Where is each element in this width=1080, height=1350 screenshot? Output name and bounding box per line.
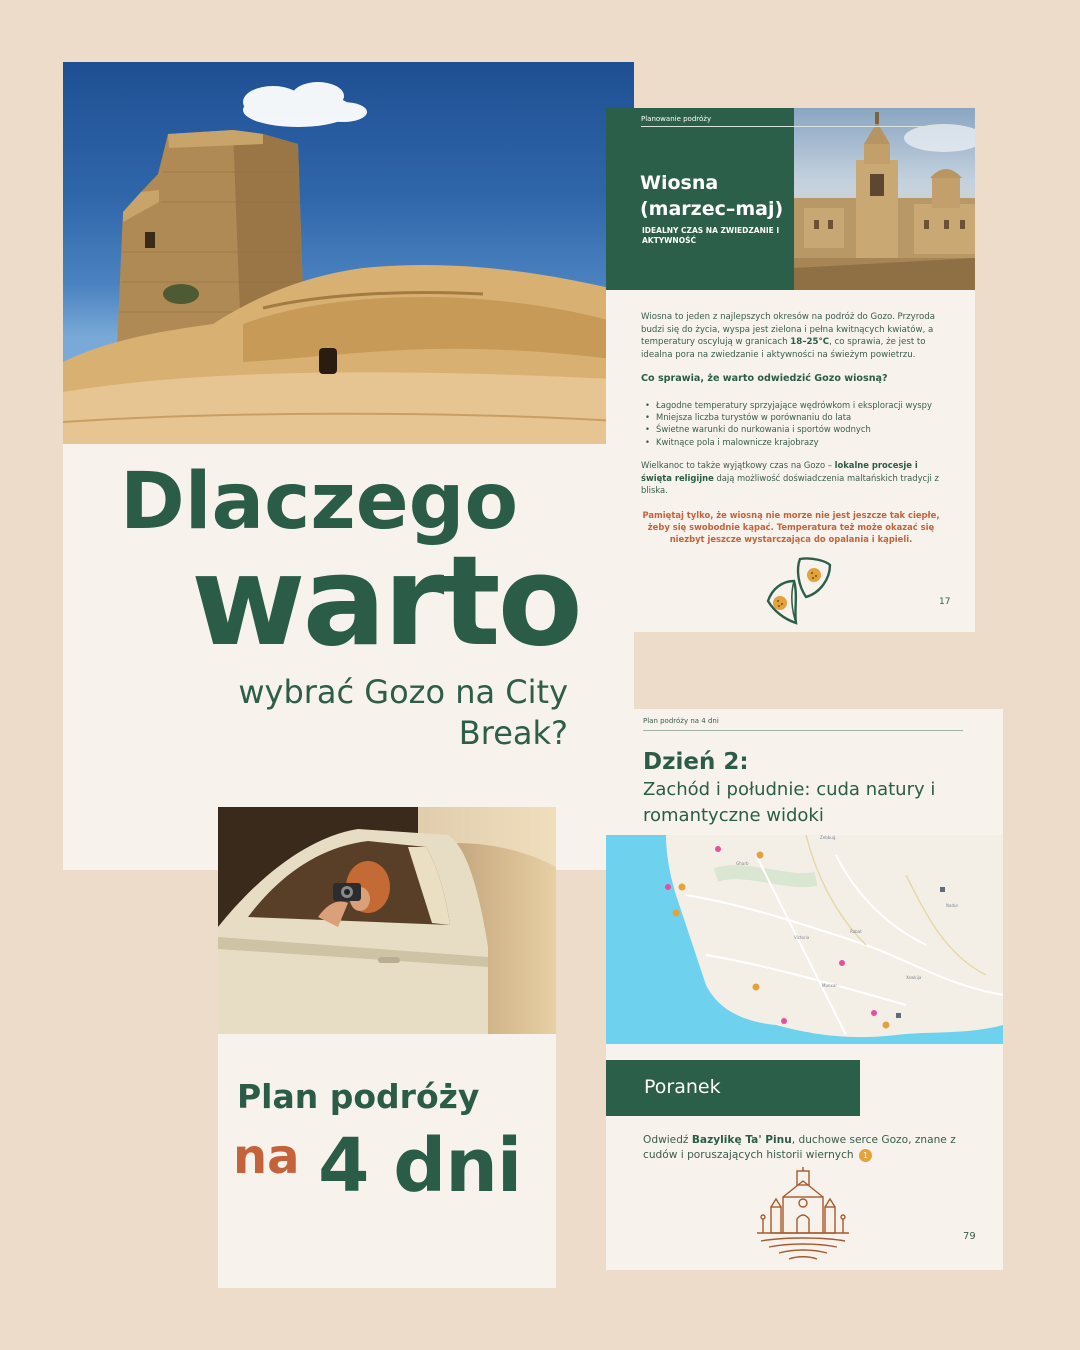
body-text: Odwiedź <box>643 1134 692 1146</box>
map-marker-badge: 1 <box>859 1149 872 1162</box>
svg-text:Rabat: Rabat <box>850 929 862 934</box>
temperature-range: 18–25°C <box>790 337 830 348</box>
morning-description <box>643 1133 968 1163</box>
page-why-gozo <box>63 62 634 870</box>
page-number: 17 <box>939 597 951 607</box>
svg-text:Munxar: Munxar <box>822 983 837 988</box>
plan-title-days: 4 dni <box>318 1123 522 1209</box>
section-label: Planowanie podróży <box>641 115 712 123</box>
intro-text-end: , co sprawia, że jest to idealna pora na zwiedzanie i aktywności na świeżym powietrzu. <box>641 337 926 360</box>
svg-text:Għarb: Għarb <box>736 861 749 866</box>
tower-photo <box>63 62 634 444</box>
morning-label: Poranek <box>644 1076 721 1098</box>
basilica-name: Bazylikę Ta' Pinu <box>691 1134 792 1146</box>
morning-section-banner <box>606 1060 860 1116</box>
citadel-photo <box>794 108 975 290</box>
basilica-icon <box>753 1167 853 1263</box>
title-line-1: Dlaczego <box>120 457 519 547</box>
tower-illustration <box>63 62 634 444</box>
list-item: • Kwitnące pola i malownicze krajobrazy <box>641 436 951 448</box>
page-number: 79 <box>963 1231 976 1242</box>
season-tagline: IDEALNY CZAS NA ZWIEDZANIE I AKTYWNOŚĆ <box>642 226 780 245</box>
day-heading: Dzień 2: <box>643 749 749 775</box>
page-spring <box>606 108 975 632</box>
header-divider <box>643 730 963 731</box>
body-text-end: , duchowe serce Gozo, znane z cudów i poruszających historii wiernych <box>643 1134 956 1161</box>
leaf-emblem-icon <box>754 551 834 629</box>
citadel-illustration <box>794 108 975 290</box>
reasons-list <box>641 399 951 448</box>
easter-text: Wielkanoc to także wyjątkowy czas na Gozo – <box>641 460 835 470</box>
svg-text:Nadur: Nadur <box>946 903 959 908</box>
list-item: • Łagodne temperatury sprzyjające wędrówkom i eksploracji wyspy <box>641 399 951 411</box>
page-plan-cover <box>218 807 556 1288</box>
intro-paragraph <box>641 311 941 361</box>
title-line-2: warto <box>191 530 580 674</box>
intro-text: Wiosna to jeden z najlepszych okresów na podróż do Gozo. Przyroda budzi się do życia, wyspa jest zielona i pełna kwitnących kwiatów, a temperatury oscylują w granicach <box>641 312 936 348</box>
day-subtitle: Zachód i południe: cuda natury i romantyczne widoki <box>643 779 936 826</box>
list-item: • Mniejsza liczba turystów w porównaniu do lata <box>641 411 951 423</box>
svg-text:Xewkija: Xewkija <box>906 975 922 980</box>
easter-text-end: dają możliwość doświadczenia maltańskich tradycji z bliska. <box>641 472 939 496</box>
list-item: • Świetne warunki do nurkowania i sportów wodnych <box>641 423 951 435</box>
warning-note: Pamiętaj tylko, że wiosną nie morze nie jest jeszcze tak ciepłe, żeby się swobodnie kąpać. Temperatura też może okazać się niezbyt jeszcze wystarczająca do opalania i kąpieli. <box>642 510 940 544</box>
svg-text:Victoria: Victoria <box>794 935 810 940</box>
page-day-2 <box>606 709 1003 1270</box>
car-photo <box>218 807 556 1034</box>
plan-title: Plan podróży <box>237 1077 480 1116</box>
easter-highlight: lokalne procesje i święta religijne <box>641 460 918 483</box>
svg-text:Żebbuġ: Żebbuġ <box>820 835 836 840</box>
car-illustration <box>218 807 556 1034</box>
section-label: Plan podróży na 4 dni <box>643 717 719 725</box>
subtitle: wybrać Gozo na City Break? <box>238 673 568 752</box>
question-heading: Co sprawia, że warto odwiedzić Gozo wiosną? <box>641 373 888 384</box>
plan-title-na: na <box>233 1129 300 1185</box>
season-heading: Wiosna (marzec–maj) <box>640 172 784 220</box>
route-map <box>606 835 1003 1044</box>
map-illustration <box>606 835 1003 1044</box>
header-divider <box>641 126 941 127</box>
spring-header-panel <box>606 108 794 290</box>
easter-paragraph <box>641 459 946 497</box>
